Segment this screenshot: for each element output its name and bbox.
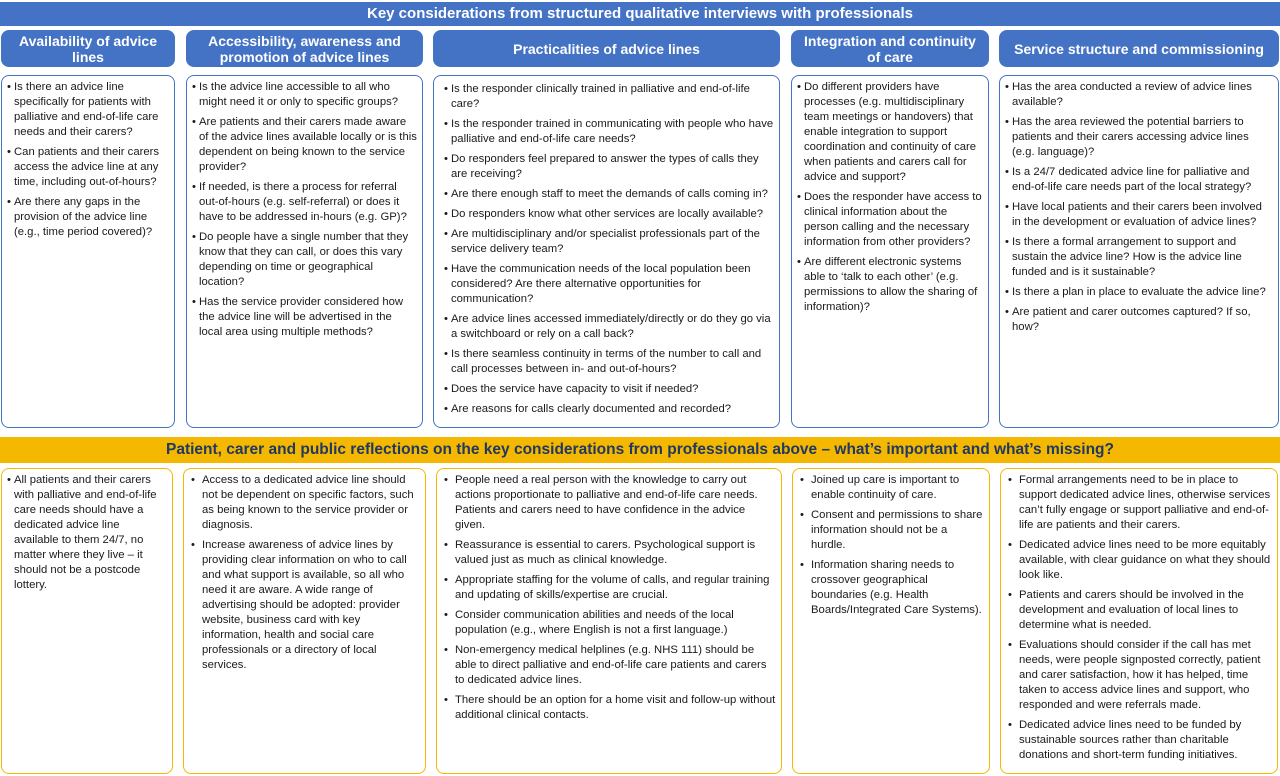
professional-list xyxy=(439,82,774,417)
list-item: • Does the responder have access to clinical information about the person calling and the necessary information from other providers? xyxy=(797,190,983,250)
list-item: • Dedicated advice lines need to be funded by sustainable sources rather than charitable donations and short-term funding initiatives. xyxy=(1006,718,1272,763)
reflection-box-accessibility xyxy=(183,468,426,774)
list-item: • Do responders feel prepared to answer the types of calls they are receiving? xyxy=(444,152,774,182)
reflection-box-availability xyxy=(1,468,173,774)
professional-list xyxy=(797,80,983,315)
header-service-structure: Service structure and commissioning xyxy=(999,30,1279,67)
header-integration: Integration and continuity of care xyxy=(791,30,989,67)
list-item: • Is the responder trained in communicating with people who have palliative and end-of-life care needs? xyxy=(444,117,774,147)
reflection-list xyxy=(189,473,420,673)
reflection-box-service-structure xyxy=(1000,468,1278,774)
list-item: • Is the responder clinically trained in palliative and end-of-life care? xyxy=(444,82,774,112)
professional-box-practicalities xyxy=(433,75,780,428)
list-item: • Have local patients and their carers been involved in the development or evaluation of advice lines? xyxy=(1005,200,1273,230)
header-availability: Availability of advice lines xyxy=(1,30,175,67)
reflection-list xyxy=(798,473,984,618)
list-item: • Does the service have capacity to visit if needed? xyxy=(444,382,774,397)
list-item: • Have the communication needs of the local population been considered? Are there alternative opportunities for communication? xyxy=(444,262,774,307)
header-practicalities: Practicalities of advice lines xyxy=(433,30,780,67)
list-item: • Is a 24/7 dedicated advice line for palliative and end-of-life care needs part of the local strategy? xyxy=(1005,165,1273,195)
professional-list xyxy=(1005,80,1273,335)
list-item: • Is there a formal arrangement to support and sustain the advice line? How is the advice line funded and is it sustainable? xyxy=(1005,235,1273,280)
reflection-list xyxy=(442,473,776,723)
list-item: • Evaluations should consider if the call has met needs, were people signposted correctly, patient and carer satisfaction, how it has helped, time taken to access advice lines and support, who responded and were referrals made. xyxy=(1006,638,1272,713)
professional-box-service-structure xyxy=(999,75,1279,428)
professional-list xyxy=(7,80,169,240)
list-item: • Non-emergency medical helplines (e.g. NHS 111) should be able to direct palliative and end-of-life care patients and carers to dedicated advice lines. xyxy=(442,643,776,688)
list-item: • Patients and carers should be involved in the development and evaluation of local lines to determine what is needed. xyxy=(1006,588,1272,633)
list-item: • Is the advice line accessible to all who might need it or only to specific groups? xyxy=(192,80,417,110)
top-banner: Key considerations from structured qualitative interviews with professionals xyxy=(0,2,1280,26)
list-item: • Dedicated advice lines need to be more equitably available, with clear guidance on what they should look like. xyxy=(1006,538,1272,583)
list-item: • If needed, is there a process for referral out-of-hours (e.g. self-referral) or does it have to be addressed in-hours (e.g. GP)? xyxy=(192,180,417,225)
reflection-list xyxy=(7,473,167,593)
list-item: • Are different electronic systems able to ‘talk to each other’ (e.g. permissions to allow the sharing of information)? xyxy=(797,255,983,315)
list-item: • Are advice lines accessed immediately/directly or do they go via a switchboard or rely on a call back? xyxy=(444,312,774,342)
professional-box-availability xyxy=(1,75,175,428)
list-item: • Are patients and their carers made aware of the advice lines available locally or is this dependent on being known to the service provider? xyxy=(192,115,417,175)
professional-list xyxy=(192,80,417,340)
list-item: • Reassurance is essential to carers. Psychological support is valued just as much as clinical knowledge. xyxy=(442,538,776,568)
list-item: • Are multidisciplinary and/or specialist professionals part of the service delivery team? xyxy=(444,227,774,257)
list-item: • Are there any gaps in the provision of the advice line (e.g., time period covered)? xyxy=(7,195,169,240)
professional-box-integration xyxy=(791,75,989,428)
reflections-banner: Patient, carer and public reflections on the key considerations from professionals above – what’s important and what’s missing? xyxy=(0,437,1280,463)
professional-box-accessibility xyxy=(186,75,423,428)
list-item: • Increase awareness of advice lines by providing clear information on who to call and what support is available, so all who need it are aware. A wide range of advertising should be adopted: provider website, business card with key information, health and social care professionals or a directory of local services. xyxy=(189,538,420,673)
list-item: • Access to a dedicated advice line should not be dependent on specific factors, such as being known to the service provider or diagnosis. xyxy=(189,473,420,533)
list-item: • Joined up care is important to enable continuity of care. xyxy=(798,473,984,503)
list-item: • Do different providers have processes (e.g. multidisciplinary team meetings or handovers) that enable integration to support coordination and continuity of care when patients and carers call for advice and support? xyxy=(797,80,983,185)
reflection-box-integration xyxy=(792,468,990,774)
list-item: • Do people have a single number that they know that they can call, or does this vary depending on time or geographical location? xyxy=(192,230,417,290)
list-item: • Has the area conducted a review of advice lines available? xyxy=(1005,80,1273,110)
list-item: • There should be an option for a home visit and follow-up without additional clinical contacts. xyxy=(442,693,776,723)
list-item: • All patients and their carers with palliative and end-of-life care needs should have a dedicated advice line available to them 24/7, no matter where they live – it should not be a postcode lottery. xyxy=(7,473,167,593)
list-item: • Is there a plan in place to evaluate the advice line? xyxy=(1005,285,1273,300)
reflection-list xyxy=(1006,473,1272,763)
list-item: • Are reasons for calls clearly documented and recorded? xyxy=(444,402,774,417)
list-item: • Are patient and carer outcomes captured? If so, how? xyxy=(1005,305,1273,335)
list-item: • Consider communication abilities and needs of the local population (e.g., where English is not a first language.) xyxy=(442,608,776,638)
list-item: • Consent and permissions to share information should not be a hurdle. xyxy=(798,508,984,553)
list-item: • People need a real person with the knowledge to carry out actions proportionate to palliative and end-of-life care needs. Patients and carers need to have confidence in the advice given. xyxy=(442,473,776,533)
header-accessibility: Accessibility, awareness and promotion of advice lines xyxy=(186,30,423,67)
list-item: • Information sharing needs to crossover geographical boundaries (e.g. Health Boards/Integrated Care Systems). xyxy=(798,558,984,618)
list-item: • Has the area reviewed the potential barriers to patients and their carers accessing advice lines (e.g. language)? xyxy=(1005,115,1273,160)
list-item: • Is there seamless continuity in terms of the number to call and call processes between in- and out-of-hours? xyxy=(444,347,774,377)
list-item: • Has the service provider considered how the advice line will be advertised in the local area using multiple methods? xyxy=(192,295,417,340)
list-item: • Can patients and their carers access the advice line at any time, including out-of-hours? xyxy=(7,145,169,190)
list-item: • Is there an advice line specifically for patients with palliative and end-of-life care needs and their carers? xyxy=(7,80,169,140)
list-item: • Do responders know what other services are locally available? xyxy=(444,207,774,222)
list-item: • Appropriate staffing for the volume of calls, and regular training and updating of skills/expertise are crucial. xyxy=(442,573,776,603)
list-item: • Are there enough staff to meet the demands of calls coming in? xyxy=(444,187,774,202)
reflection-box-practicalities xyxy=(436,468,782,774)
list-item: • Formal arrangements need to be in place to support dedicated advice lines, otherwise services can’t fully engage or support palliative and end-of-life are patients and their carers. xyxy=(1006,473,1272,533)
